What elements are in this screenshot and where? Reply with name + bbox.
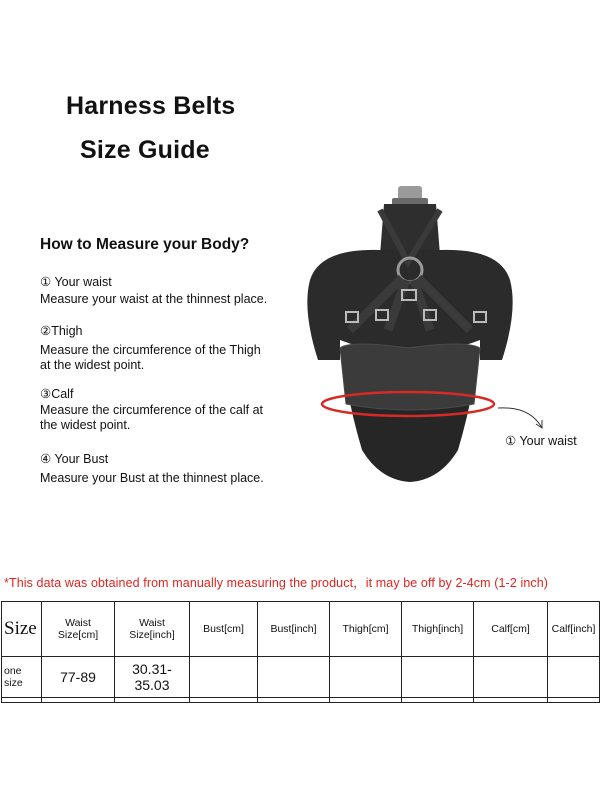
header-calf-cm: Calf[cm] — [474, 602, 548, 657]
table-header-row — [2, 602, 600, 657]
header-waist-inch: Waist Size[inch] — [115, 602, 190, 657]
item-thigh-desc: Measure the circumference of the Thigh at the widest point. — [40, 343, 261, 372]
cell-thigh-cm — [330, 657, 402, 698]
cell-size: one size — [2, 657, 42, 698]
item-waist-desc: Measure your waist at the thinnest place. — [40, 292, 268, 306]
cell-waist-inch: 30.31-35.03 — [115, 657, 190, 698]
header-thigh-cm: Thigh[cm] — [330, 602, 402, 657]
cell-thigh-inch — [402, 657, 474, 698]
cell-calf-inch — [548, 657, 600, 698]
table-row — [2, 698, 600, 703]
item-bust-label: ④ Your Bust — [40, 452, 109, 466]
cell-waist-cm: 77-89 — [42, 657, 115, 698]
title-line-2: Size Guide — [80, 136, 210, 164]
item-calf-label: ③Calf — [40, 387, 74, 401]
howto-heading: How to Measure your Body? — [40, 236, 250, 253]
size-table — [1, 601, 600, 703]
cell-bust-inch — [258, 657, 330, 698]
title-line-1: Harness Belts — [66, 92, 236, 120]
header-bust-inch: Bust[inch] — [258, 602, 330, 657]
header-waist-cm: Waist Size[cm] — [42, 602, 115, 657]
header-bust-cm: Bust[cm] — [190, 602, 258, 657]
item-calf-desc: Measure the circumference of the calf at the widest point. — [40, 403, 264, 432]
waist-callout: ① Your waist — [505, 434, 577, 448]
disclaimer-note: *This data was obtained from manually measuring the product，it may be off by 2-4cm (1-2 inch) — [4, 576, 549, 590]
item-waist-label: ① Your waist — [40, 275, 112, 289]
item-bust-desc: Measure your Bust at the thinnest place. — [40, 471, 264, 485]
header-size: Size — [2, 602, 42, 657]
cell-calf-cm — [474, 657, 548, 698]
header-calf-inch: Calf[inch] — [548, 602, 600, 657]
harness-mannequin-image — [280, 170, 590, 500]
cell-bust-cm — [190, 657, 258, 698]
item-thigh-label: ②Thigh — [40, 324, 83, 338]
table-row — [2, 657, 600, 698]
header-thigh-inch: Thigh[inch] — [402, 602, 474, 657]
